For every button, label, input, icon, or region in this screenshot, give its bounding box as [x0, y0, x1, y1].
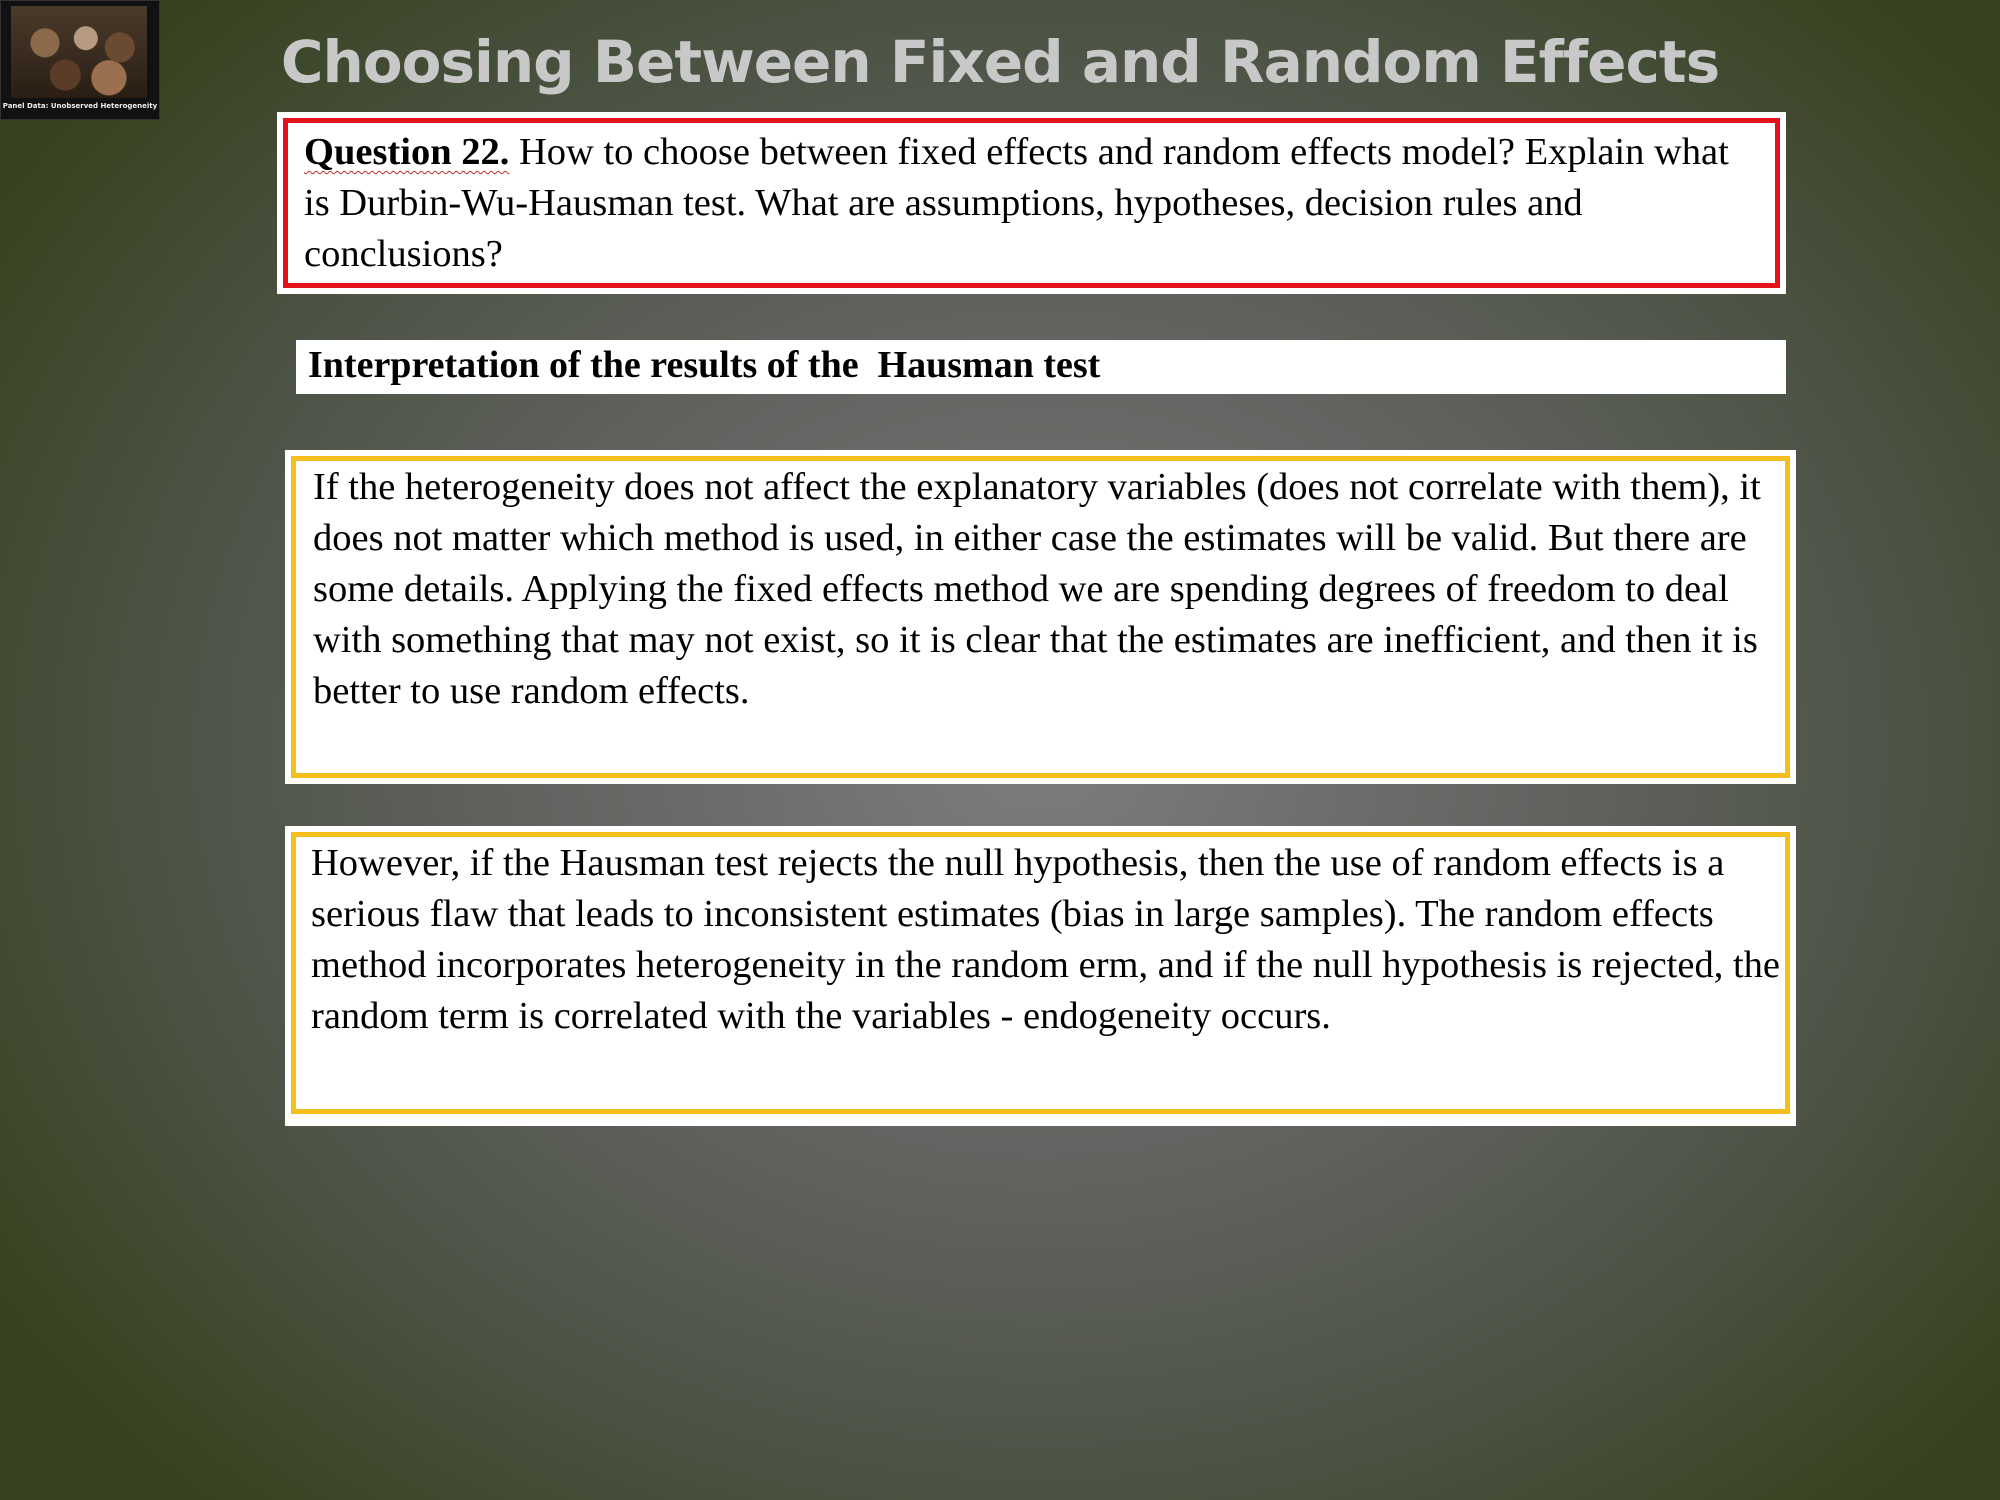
question-box: [277, 112, 1786, 294]
thumbnail-caption: Panel Data: Unobserved Heterogeneity: [2, 102, 158, 110]
question-text: [304, 127, 1764, 280]
section-heading: Interpretation of the results of the Hausman test: [308, 344, 1101, 386]
question-body: How to choose between fixed effects and random effects model? Explain what is Durbin-Wu-Hausman test. What are assumptions, hypotheses, decision rules and conclusions?: [304, 131, 1729, 275]
paragraph2-box: [285, 826, 1796, 1126]
paragraph2-text: However, if the Hausman test rejects the null hypothesis, then the use of random effects is a serious flaw that leads to inconsistent estimates (bias in large samples). The random effects method incorporates heterogeneity in the random erm, and if the null hypothesis is rejected, the random term is correlated with the variables - endogeneity occurs.: [311, 842, 1780, 1037]
paragraph1-box: [285, 450, 1796, 784]
heading-box: [296, 340, 1786, 394]
paragraph1-text: If the heterogeneity does not affect the explanatory variables (does not correlate with them), it does not matter which method is used, in either case the estimates will be valid. But there are some details. Applying the fixed effects method we are spending degrees of freedom to deal with something that may not exist, so it is clear that the estimates are inefficient, and then it is better to use random effects.: [313, 466, 1761, 712]
slide-title: Choosing Between Fixed and Random Effects: [280, 28, 1720, 96]
question-label: Question 22.: [304, 131, 510, 173]
